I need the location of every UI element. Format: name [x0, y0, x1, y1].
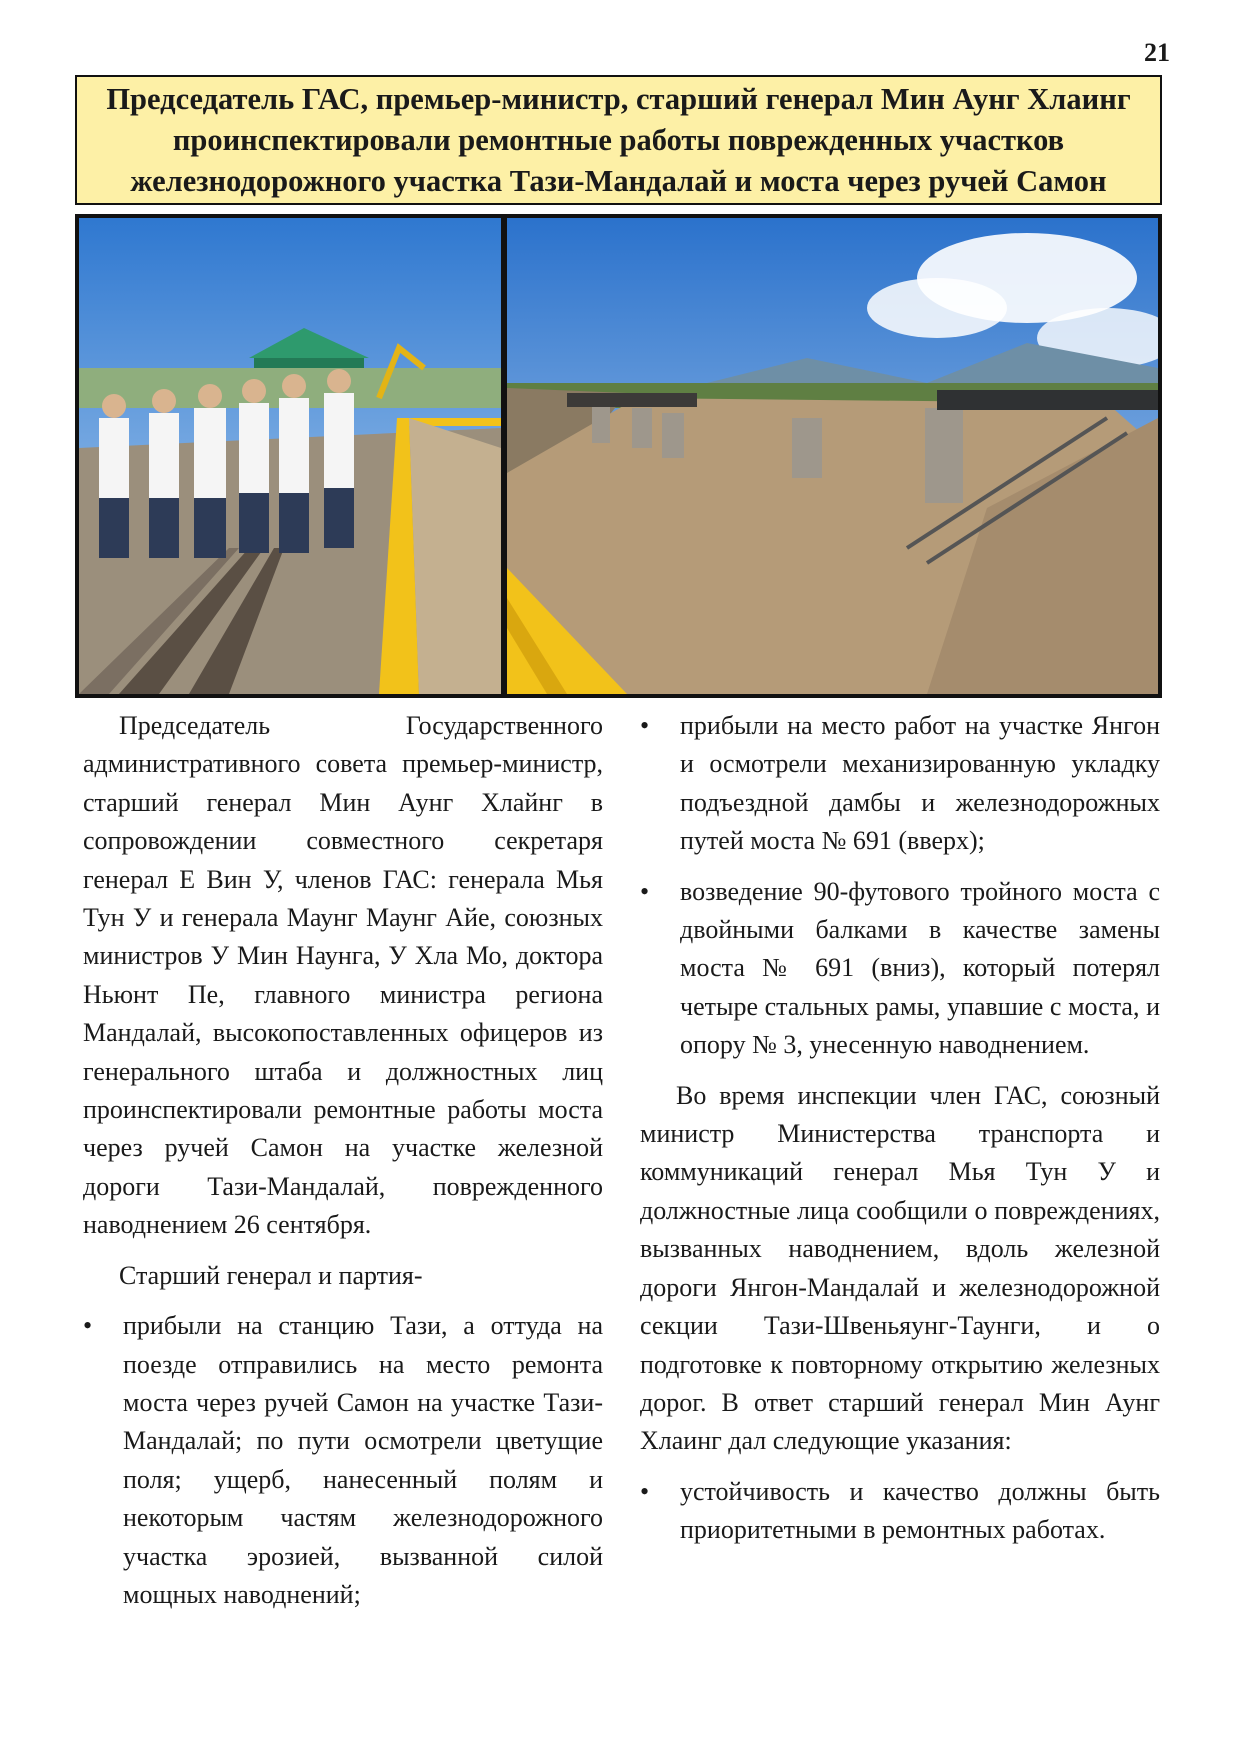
page-number: 21: [1144, 38, 1170, 67]
photo-left: [79, 218, 501, 694]
list-item: • прибыли на место работ на участке Янгон и осмотрели механизированную укладку подъездной дамбы и железнодорожных путей моста № 691 (вверх);: [640, 707, 1160, 861]
inspection-photo-icon: [79, 218, 501, 694]
left-column: [83, 707, 603, 1626]
headline-box: [75, 75, 1162, 205]
inspection-paragraph: Во время инспекции член ГАС, союзный министр Министерства транспорта и коммуникаций генерал Мья Тун У и должностные лица сообщили о повреждениях, вызванных наводнением, вдоль железной дороги Янгон-Мандалай и железнодорожной секции Тази-Швеньяунг-Таунги, и о подготовке к повторному открытию железных дорог. В ответ старший генерал Мин Аунг Хлаинг дал следующие указания:: [640, 1080, 1160, 1456]
list-item: • возведение 90-футового тройного моста с двойными балками в качестве замены моста № 691 (вниз), который потерял четыре стальных рамы, упавшие с моста, и опору № 3, унесенную наводнением.: [640, 873, 1160, 1065]
lead-line: Старший генерал и партия-: [119, 1260, 423, 1290]
photo-right: [507, 218, 1158, 694]
headline-title: Председатель ГАС, премьер-министр, старший генерал Мин Аунг Хлаинг проинспектировали ремонтные работы поврежденных участков железнодорожного участка Тази-Мандалай и моста через ручей Самон: [106, 81, 1131, 198]
photo-frame: [75, 214, 1162, 698]
left-bullet-list: [83, 1307, 603, 1614]
bridge-photo-icon: [507, 218, 1158, 694]
list-item: • прибыли на станцию Тази, а оттуда на поезде отправились на место ремонта моста через ручей Самон на участке Тази-Мандалай; по пути осмотрели цветущие поля; ущерб, нанесенный полям и некоторым частям железнодорожного участка эрозией, вызванной силой мощных наводнений;: [83, 1307, 603, 1614]
right-bullet-list-bottom: [640, 1473, 1160, 1550]
right-column: [640, 707, 1160, 1562]
intro-paragraph: Председатель Государственного административного совета премьер-министр, старший генерал Мин Аунг Хлайнг в сопровождении совместного секретаря генерал Е Вин У, членов ГАС: генерала Мья Тун У и генерала Маунг Маунг Айе, союзных министров У Мин Наунга, У Хла Мо, доктора Ньюнт Пе, главного министра региона Мандалай, высокопоставленных офицеров из генерального штаба и должностных лиц проинспектировали ремонтные работы моста через ручей Самон на участке железной дороги Тази-Мандалай, поврежденного наводнением 26 сентября.: [83, 711, 603, 1240]
right-bullet-list-top: [640, 707, 1160, 1065]
list-item: • устойчивость и качество должны быть приоритетными в ремонтных работах.: [640, 1473, 1160, 1550]
